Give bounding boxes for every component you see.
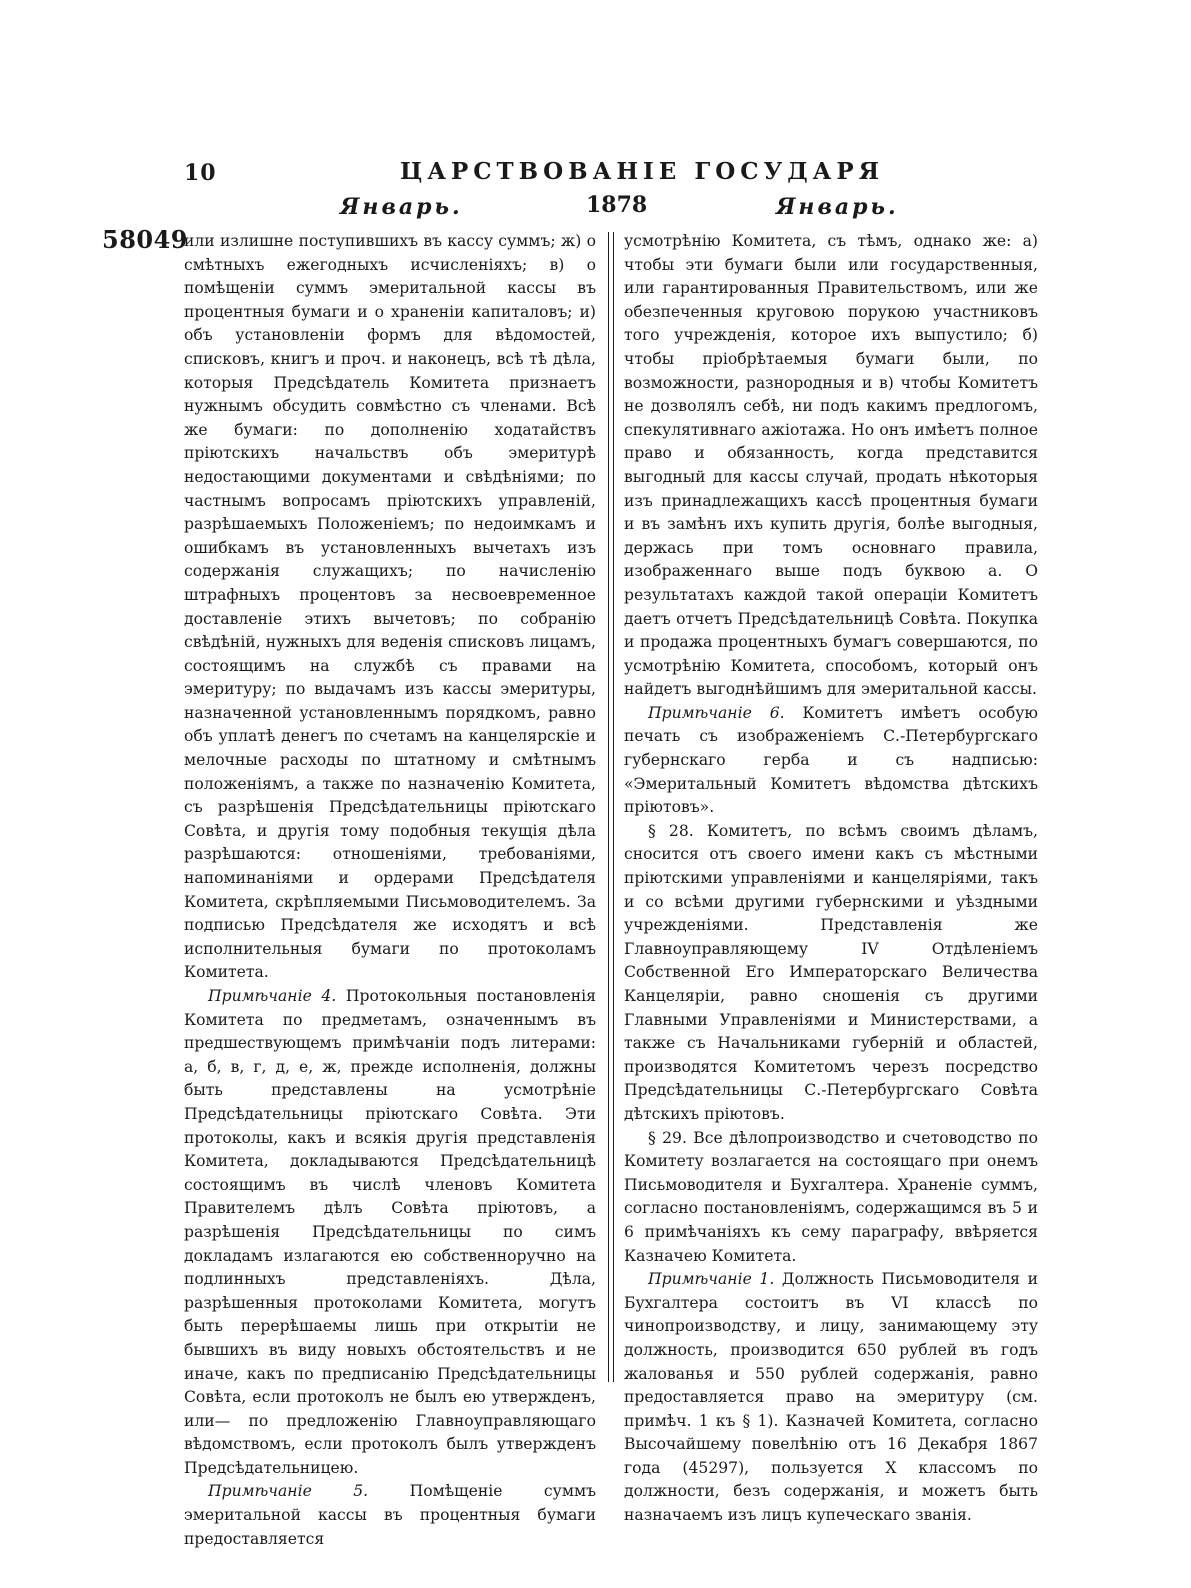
section-28: § 28. Комитетъ, по всѣмъ своимъ дѣламъ, сносится отъ своего имени какъ съ мѣстными пріютскими управленіями и канцеляріями, такъ и со всѣми другими губернскими и уѣздными учрежденіями. Представленія же Главноуправляющему IV Отдѣленіемъ Собственной Его Императорскаго Величества Канцеляріи, равно сношенія съ другими Главными Управленіями и Министерствами, а также съ Начальниками губерній и областей, производятся Комитетомъ черезъ посредство Предсѣдательницы С.-Петербургскаго Совѣта дѣтскихъ пріютовъ. bbox=[624, 821, 1038, 1123]
note-6-label: Примѣчаніе 6. bbox=[648, 703, 785, 722]
right-paragraph: усмотрѣнію Комитета, съ тѣмъ, однако же: а) чтобы эти бумаги были или государственныя, или гарантированныя Правительствомъ, или же обезпеченныя круговою порукою участниковъ того учрежденія, которое ихъ выпустило; б) чтобы пріобрѣтаемыя бумаги были, по возможности, разнородныя и в) чтобы Комитетъ не дозволялъ себѣ, ни подъ какимъ предлогомъ, спекулятивнаго ажіотажа. Но онъ имѣетъ полное право и обязанность, когда представится выгодный для кассы случай, продать нѣкоторыя изъ принадлежащихъ кассѣ процентныя бумаги и въ замѣнъ ихъ купить другія, болѣе выгодныя, держась при томъ основнаго правила, изображеннаго выше подъ буквою а. О результатахъ каждой такой операціи Комитетъ даетъ отчетъ Предсѣдательницѣ Совѣта. Покупка и продажа процентныхъ бумагъ совершаются, по усмотрѣнію Комитета, способомъ, который онъ найдетъ выгоднѣйшимъ для эмеритальной кассы. bbox=[624, 232, 1038, 699]
month-left: Январь. bbox=[340, 194, 463, 220]
left-column bbox=[184, 230, 596, 1551]
note-4-text: Протокольныя постановленія Комитета по предметамъ, означеннымъ въ предшествующемъ примѣчаніи подъ литерами: а, б, в, г, д, е, ж, прежде исполненія, должны быть представлены на усмотрѣніе Предсѣдательницы пріютскаго Совѣта. Эти протоколы, какъ и всякія другія представленія Комитета, докладываются Предсѣдательницѣ состоящимъ въ числѣ членовъ Комитета Правителемъ дѣлъ Совѣта пріютовъ, а разрѣшенія Предсѣдательницы по симъ докладамъ излагаются ею собственноручно на подлинныхъ представленіяхъ. Дѣла, разрѣшенныя протоколами Комитета, могутъ быть перерѣшаемы лишь при открытіи не бывшихъ въ виду новыхъ обстоятельствъ и не иначе, какъ по предписанію Предсѣдательницы Совѣта, если протоколъ не былъ ею утвержденъ, или— по предложенію Главноуправляющаго вѣдомствомъ, если протоколъ былъ утвержденъ Предсѣдательницею. bbox=[184, 987, 596, 1477]
year: 1878 bbox=[586, 192, 648, 218]
section-29: § 29. Все дѣлопроизводство и счетоводство по Комитету возлагается на состоящаго при онемъ Письмоводителя и Бухгалтера. Храненіе суммъ, согласно постановленіямъ, содержащимся въ 5 и 6 примѣчаніяхъ къ сему параграфу, ввѣряется Казначею Комитета. bbox=[624, 1128, 1038, 1265]
month-right: Январь. bbox=[776, 194, 899, 220]
note-5-text: Помѣщеніе суммъ эмеритальной кассы въ процентныя бумаги предоставляется bbox=[184, 1482, 596, 1548]
note-4 bbox=[184, 985, 596, 1480]
law-number: 58049 bbox=[102, 225, 188, 254]
note-5-label: Примѣчаніе 5. bbox=[208, 1482, 369, 1501]
right-column bbox=[624, 230, 1038, 1528]
page-number: 10 bbox=[184, 160, 217, 186]
note-5 bbox=[184, 1480, 596, 1551]
note-4-label: Примѣчаніе 4. bbox=[208, 987, 337, 1005]
column-divider bbox=[608, 232, 614, 1382]
note-6-text: Комитетъ имѣетъ особую печать съ изображеніемъ С.-Петербургскаго губернскаго герба и съ надписью: «Эмеритальный Комитетъ вѣдомства дѣтскихъ пріютовъ». bbox=[624, 703, 1038, 817]
left-paragraph: или излишне поступившихъ въ кассу суммъ; ж) о смѣтныхъ ежегодныхъ исчисленіяхъ; в) о помѣщеніи суммъ эмеритальной кассы въ процентныя бумаги и о храненіи капиталовъ; и) объ установленіи формъ для вѣдомостей, списковъ, книгъ и проч. и наконецъ, всѣ тѣ дѣла, которыя Предсѣдатель Комитета признаетъ нужнымъ обсудить совмѣстно съ членами. Всѣ же бумаги: по дополненію ходатайствъ пріютскихъ начальствъ объ эмеритурѣ недостающими документами и свѣдѣніями; по частнымъ вопросамъ пріютскихъ управленій, разрѣшаемыхъ Положеніемъ; по недоимкамъ и ошибкамъ въ установленныхъ вычетахъ изъ содержанія служащихъ; по начисленію штрафныхъ процентовъ за несвоевременное доставленіе этихъ вычетовъ; по собранію свѣдѣній, нужныхъ для веденія списковъ лицамъ, состоящимъ на службѣ съ правами на эмеритуру; по выдачамъ изъ кассы эмеритуры, назначенной установленнымъ порядкомъ, равно объ уплатѣ денегъ по счетамъ на канцелярскіе и мелочные расходы по штатному и смѣтнымъ положеніямъ, а также по назначенію Комитета, съ разрѣшенія Предсѣдательницы пріютскаго Совѣта, и другія тому подобныя текущія дѣла разрѣшаются: отношеніями, требованіями, напоминаніями и ордерами Предсѣдателя Комитета, скрѣпляемыми Письмоводителемъ. За подписью Предсѣдателя же исходятъ и всѣ исполнительныя бумаги по протоколамъ Комитета. bbox=[184, 232, 596, 982]
running-title: ЦАРСТВОВАНІЕ ГОСУДАРЯ bbox=[400, 158, 884, 185]
note-1-label: Примѣчаніе 1. bbox=[648, 1270, 775, 1289]
note-6 bbox=[624, 702, 1038, 820]
note-1-text: Должность Письмоводителя и Бухгалтера состоитъ въ VI классѣ по чинопроизводству, и лицу, занимающему эту должность, производится 650 рублей въ годъ жалованья и 550 рублей содержанія, равно предоставляется право на эмеритуру (см. примѣч. 1 къ § 1). Казначей Комитета, согласно Высочайшему повелѣнію отъ 16 Декабря 1867 года (45297), пользуется X классомъ по должности, безъ содержанія, и можетъ быть назначаемъ изъ лицъ купеческаго званія. bbox=[624, 1270, 1038, 1525]
note-1 bbox=[624, 1268, 1038, 1528]
